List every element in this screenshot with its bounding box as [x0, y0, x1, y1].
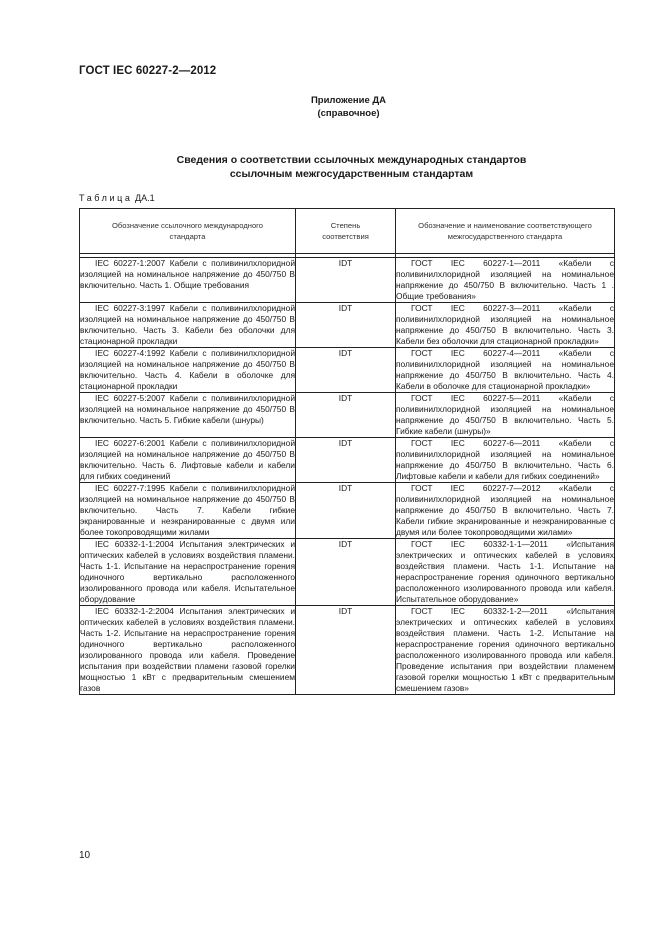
degree-cell: IDT — [296, 483, 396, 539]
source-standard-cell: IEC 60227-7:1995 Кабели с поливинилхлоридной изоляцией на номинальное напряжение до 450/750 В включительно. Часть 7. Кабели гибкие экранированные и неэкранированные с двумя или более токопроводящими жилами — [80, 483, 295, 537]
degree-cell: IDT — [296, 438, 396, 483]
table-row — [80, 258, 615, 303]
source-standard-cell: IEC 60227-6:2001 Кабели с поливинилхлоридной изоляцией на номинальное напряжение до 450/750 В включительно. Часть 6. Лифтовые кабели и кабели для гибких соединений — [80, 438, 295, 481]
header-source-standard — [80, 209, 296, 254]
table-row — [80, 303, 615, 348]
appendix-title: Приложение ДА — [310, 95, 387, 106]
table-row — [80, 438, 615, 483]
degree-cell: IDT — [296, 303, 396, 348]
degree-cell: IDT — [296, 258, 396, 303]
target-standard-cell: ГОСТ IEC 60227-5—2011 «Кабели с поливинилхлоридной изоляцией на номинальное напряжение до 450/750 В включительно. Часть 5. Гибкие кабели (шнуры)» — [396, 393, 614, 436]
table-row — [80, 483, 615, 539]
table-caption — [79, 193, 155, 203]
target-standard-cell: ГОСТ IEC 60332-1-1—2011 «Испытания электрических и оптических кабелей в условиях воздействия пламени. Часть 1-1. Испытание на нераспространение горения одиночного вертикально расположенного изолированного провода или кабеля. Испытательное оборудование» — [396, 539, 614, 604]
table-caption-word: Таблица — [79, 193, 133, 203]
section-title-line: Сведения о соответствии ссылочных международных стандартов — [176, 154, 527, 166]
source-standard-cell: IEC 60227-5:2007 Кабели с поливинилхлоридной изоляцией на номинальное напряжение до 450/750 В включительно. Часть 5. Гибкие кабели (шнуры) — [80, 393, 296, 438]
target-standard-cell: ГОСТ IEC 60227-4—2011 «Кабели с поливинилхлоридной изоляцией на номинальное напряжение до 450/750 В включительно. Часть 4. Кабели в оболочке для стационарной прокладки» — [396, 348, 614, 391]
table-header-row — [80, 209, 615, 254]
table-row — [80, 393, 615, 438]
target-standard-cell: ГОСТ IEC 60227-3—2011 «Кабели с поливинилхлоридной изоляцией на номинальное напряжение до 450/750 В включительно. Часть 3. Кабели без оболочки для стационарной прокладки» — [396, 303, 614, 346]
header-text: Обозначение ссылочного международного стандарта — [111, 221, 264, 241]
degree-cell: IDT — [296, 539, 396, 606]
standards-table — [79, 208, 615, 695]
table-row — [80, 539, 615, 606]
source-standard-cell: IEC 60227-3:1997 Кабели с поливинилхлоридной изоляцией на номинальное напряжение до 450/750 В включительно. Часть 3. Кабели без оболочки для стационарной прокладки — [80, 303, 295, 346]
document-code: ГОСТ IEC 60227-2—2012 — [79, 65, 217, 77]
source-standard-cell: IEC 60332-1-1:2004 Испытания электрических и оптических кабелей в условиях воздействия пламени. Часть 1-1. Испытание на нераспространение горения одиночного вертикально расположенного изолированного провода или кабеля. Испытательное оборудование — [80, 539, 295, 604]
page-number: 10 — [79, 850, 91, 861]
header-text: Степень соответствия — [322, 221, 369, 241]
section-title-line: ссылочным межгосударственным стандартам — [229, 168, 474, 180]
header-degree — [296, 209, 396, 254]
header-target-standard — [396, 209, 615, 254]
source-standard-cell: IEC 60227-1:2007 Кабели с поливинилхлоридной изоляцией на номинальное напряжение до 450/750 В включительно. Часть 1. Общие требования — [80, 258, 296, 303]
degree-cell: IDT — [296, 348, 396, 393]
section-title — [79, 153, 624, 181]
degree-cell: IDT — [296, 606, 396, 695]
target-standard-cell: ГОСТ IEC 60332-1-2—2011 «Испытания электрических и оптических кабелей в условиях воздействия пламени. Часть 1-2. Испытание на нераспространение горения одиночного вертикально расположенного изолированного провода или кабеля. Проведение испытания при воздействии пламенем газовой горелки мощностью 1 кВт с предварительным смешением газов» — [396, 606, 614, 693]
table-caption-id: ДА.1 — [135, 193, 155, 203]
degree-cell: IDT — [296, 393, 396, 438]
target-standard-cell: ГОСТ IEC 60227-6—2011 «Кабели с поливинилхлоридной изоляцией на номинальное напряжение до 450/750 В включительно. Часть 6. Лифтовые кабели и кабели для гибких соединений» — [396, 438, 614, 481]
target-standard-cell: ГОСТ IEC 60227-7—2012 «Кабели с поливинилхлоридной изоляцией на номинальное напряжение до 450/750 В включительно. Часть 7. Кабели гибкие экранированные и неэкранированные с двумя или более токопроводящими жилами» — [396, 483, 614, 537]
header-text: Обозначение и наименование соответствующего межгосударственного стандарта — [418, 221, 592, 241]
source-standard-cell: IEC 60227-4:1992 Кабели с поливинилхлоридной изоляцией на номинальное напряжение до 450/750 В включительно. Часть 4. Кабели в оболочке для стационарной прокладки — [80, 348, 295, 391]
table-row — [80, 348, 615, 393]
table-row — [80, 606, 615, 695]
source-standard-cell: IEC 60332-1-2:2004 Испытания электрических и оптических кабелей в условиях воздействия пламени. Часть 1-2. Испытание на нераспространение горения одиночного вертикально расположенного изолированного провода или кабеля. Проведение испытания при воздействии пламени газовой горелки мощностью 1 кВт с предварительным смешением газов — [80, 606, 295, 693]
appendix-subtitle: (справочное) — [317, 108, 380, 119]
target-standard-cell: ГОСТ IEC 60227-1—2011 «Кабели с поливинилхлоридной изоляцией на номинальное напряжение до 450/750 В включительно. Часть 1 . Общие требования» — [396, 258, 614, 301]
